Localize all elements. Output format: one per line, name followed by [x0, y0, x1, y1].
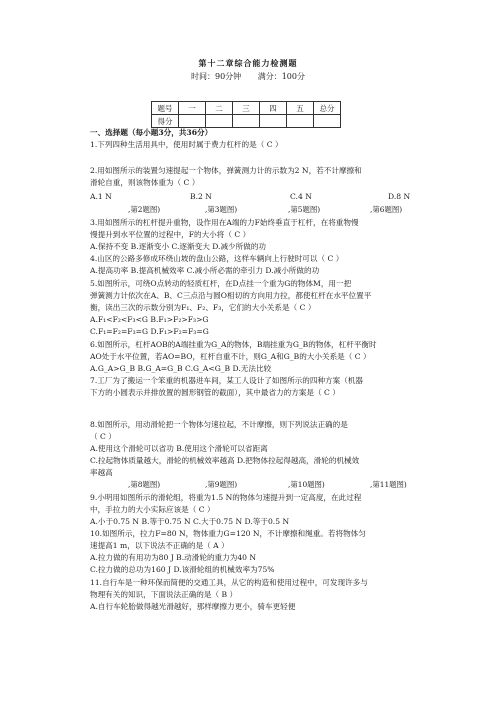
figure-caption: ,第2题图) [128, 205, 161, 214]
question-line: 7.工厂为了搬运一个笨重的机器进车间，某工人设计了如图所示的四种方案（机器 [90, 376, 364, 385]
question-line: A.使用这个滑轮可以省功 B.使用这个滑轮可以省距离 [90, 444, 268, 453]
question-line: 5.如图所示，可绕O点转动的轻质杠杆，在D点挂一个重为G的物体M，用一把 [90, 279, 352, 288]
score-cell [287, 115, 314, 128]
score-cell: 二 [206, 102, 233, 115]
question-line: 11.自行车是一种环保而简便的交通工具，从它的构造和使用过程中，可发现许多与 [90, 578, 368, 587]
question-line: A.F₁<F₂<F₃<G B.F₁>F₂>F₃>G [90, 315, 209, 324]
score-cell: 总分 [314, 102, 341, 115]
option: A.1 N [90, 192, 112, 201]
score-cell: 四 [260, 102, 287, 115]
question-line: C.F₁=F₂=F₃=G D.F₁>F₂=F₃=G [90, 327, 209, 336]
score-cell [179, 115, 206, 128]
question-line: 2.用如图所示的装置匀速提起一个物体，弹簧测力计的示数为2 N，若不计摩擦和 [90, 166, 362, 175]
score-table-score-row [152, 115, 341, 128]
question-line: 9.小明用如图所示的滑轮组，将重为1.5 N的物体匀速提升到一定高度，在此过程 [90, 493, 362, 502]
full-score: 满分：100分 [257, 72, 305, 81]
score-table [151, 101, 341, 128]
question-line: A.提高功率 B.提高机械效率 C.减小所必需的牵引力 D.减小所做的功 [90, 266, 320, 275]
question-line: 8.如图所示，用动滑轮把一个物体匀速拉起，不计摩擦，则下列说法正确的是 [90, 420, 348, 429]
figure-caption: ,第3题图) [205, 205, 238, 214]
option: B.2 N [190, 192, 212, 201]
question-line: 率越高 [90, 468, 113, 477]
question-line: A.G_A>G_B B.G_A=G_B C.G_A<G_B D.无法比较 [90, 364, 272, 373]
question-line: 慢提升到水平位置的过程中，F的大小将（ C ） [90, 230, 251, 239]
score-cell: 五 [287, 102, 314, 115]
question-line: 6.如图所示，杠杆AOB的A端挂重为G_A的物体，B端挂重为G_B的物体，杠杆平衡时 [90, 340, 377, 349]
figure-caption: ,第5题图) [288, 205, 321, 214]
figure-caption: ,第9题图) [205, 480, 238, 489]
score-cell: 一 [179, 102, 206, 115]
question-line: 10.如图所示，拉力F=80 N，物体重力G=120 N，不计摩擦和绳重。若将物体匀 [90, 529, 366, 538]
score-cell [233, 115, 260, 128]
question-line: 中，手拉力的大小实际应该是（ C ） [90, 505, 215, 514]
question-line: A.保持不变 B.逐渐变小 C.逐渐变大 D.减少所做的功 [90, 242, 267, 251]
question-line: 弹簧测力计依次在A、B、C三点沿与圆O相切的方向用力拉，都使杠杆在水平位置平 [90, 291, 372, 300]
figure-caption: ,第11题图) [370, 480, 407, 489]
question-line: A.拉力做的有用功为80 J B.动滑轮的重力为40 N [90, 553, 257, 562]
score-cell: 得分 [152, 115, 179, 128]
question-line: A.自行车轮胎做得越光滑越好，那样摩擦力更小，骑车更轻便 [90, 602, 296, 611]
question-line: 1.下列四种生活用具中，使用时属于费力杠杆的是（ C ） [90, 140, 283, 149]
score-cell: 题号 [152, 102, 179, 115]
score-cell [314, 115, 341, 128]
figure-caption: ,第6题图) [370, 205, 403, 214]
figure-caption: ,第8题图) [128, 480, 161, 489]
option: D.8 N [388, 192, 411, 201]
question-line: A.小于0.75 N B.等于0.75 N C.大于0.75 N D.等于0.5 N [90, 517, 290, 526]
score-cell [206, 115, 233, 128]
question-line: 下方的小圆表示并排放置的圆形钢管的截面），其中最省力的方案是（ C ） [90, 388, 340, 397]
time-limit: 时间：90分钟 [190, 72, 242, 81]
question-line: 衡，读出三次的示数分别为F₁、F₂、F₃，它们的大小关系是（ C ） [90, 303, 316, 312]
question-line: 4.山区的公路多修成环绕山坡的盘山公路，这样车辆向上行驶时可以（ C ） [90, 254, 344, 263]
question-line: C.拉起物体质量越大，滑轮的机械效率越高 D.把物体拉起得越高，滑轮的机械效 [90, 456, 360, 465]
score-cell: 三 [233, 102, 260, 115]
question-line: 3.用如图所示的杠杆提升重物，设作用在A端的力F始终垂直于杠杆，在将重物慢 [90, 218, 359, 227]
question-line: C.拉力做的总功为160 J D.该滑轮组的机械效率为75% [90, 565, 275, 574]
question-line: （ C ） [90, 432, 116, 441]
question-line: AO处于水平位置，若AO=BO，杠杆自重不计，则G_A和G_B的大小关系是（ C ） [90, 352, 371, 361]
section-heading: 一、选择题（每小题3分，共36分） [90, 128, 213, 137]
question-line: 物理有关的知识，下面说法正确的是（ B ） [90, 590, 238, 599]
score-table-header-row [152, 102, 341, 115]
page-title: 第十二章综合能力检测题 [198, 58, 298, 68]
question-line: 速提高1 m，以下说法不正确的是（ A ） [90, 541, 229, 550]
exam-meta [0, 71, 496, 82]
option: C.4 N [290, 192, 312, 201]
question-line: 滑轮自重，则该物体重为（ C ） [90, 178, 200, 187]
score-cell [260, 115, 287, 128]
figure-caption: ,第10题图) [288, 480, 325, 489]
